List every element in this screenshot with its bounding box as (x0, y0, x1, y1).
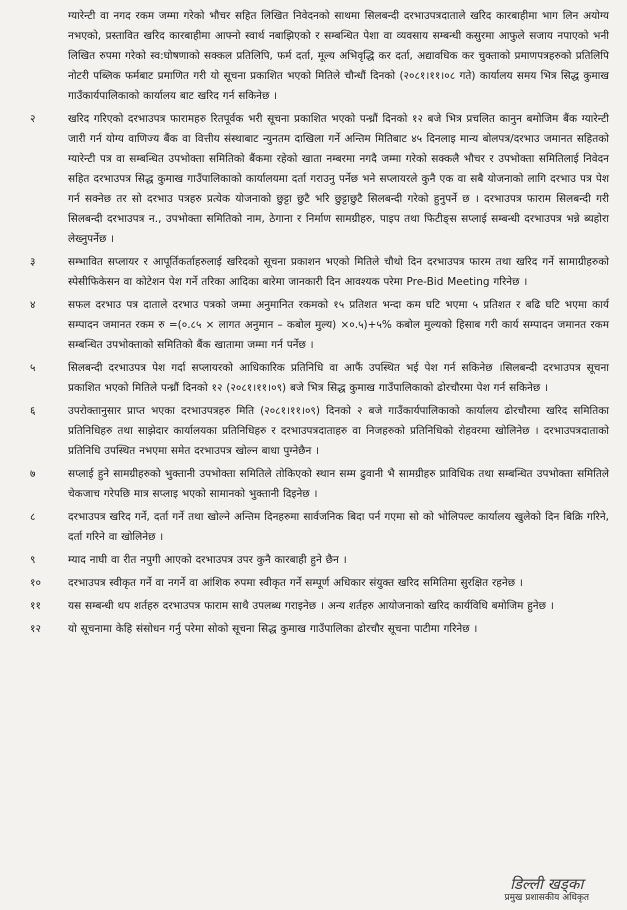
notice-item-6 (30, 401, 609, 461)
paragraph-text: सप्लाई हुने सामग्रीहरुको भुक्तानी उपभोक्ता समितिले तोकिएको स्थान सम्म ढुवानी भै सामग्रीहरु प्राविधिक तथा सम्बन्धित उपभोक्ता समितिले चेकजाच गरेपछि मात्र सप्लाइ भएको सामानको भुक्तानी दिइनेछ । (68, 468, 609, 500)
item-number: ३ (30, 256, 36, 268)
item-number: २ (30, 113, 36, 125)
notice-paragraph-continuation (30, 6, 609, 106)
notice-item-10 (30, 573, 609, 593)
item-number: ५ (30, 362, 36, 374)
signature-block (505, 876, 590, 904)
item-number: ९ (30, 554, 36, 566)
notice-item-7 (30, 464, 609, 504)
notice-item-11 (30, 596, 609, 616)
notice-item-2 (30, 109, 609, 249)
notice-item-9 (30, 550, 609, 570)
notice-item-12 (30, 619, 609, 639)
item-number: १० (30, 577, 41, 589)
notice-item-4 (30, 295, 609, 355)
item-number: १२ (30, 623, 41, 635)
item-number: ४ (30, 299, 36, 311)
paragraph-text: दरभाउपत्र खरिद गर्ने, दर्ता गर्ने तथा खोल्ने अन्तिम दिनहरुमा सार्वजनिक बिदा पर्न गएमा सो को भोलिपल्ट कार्यालय खुलेको दिन बिक्रि गरिने, दर्ता गरिने वा खोलिनेछ । (68, 511, 609, 543)
notice-item-8 (30, 507, 609, 547)
paragraph-text: यस सम्बन्धी थप शर्तहरु दरभाउपत्र फाराम साथै उपलब्ध गराइनेछ । अन्य शर्तहरु आयोजनाको खरिद कार्यविधि बमोजिम हुनेछ । (68, 600, 554, 612)
paragraph-text: उपरोक्तानुसार प्राप्त भएका दरभाउपत्रहरु मिति (२०८१।११।०९) दिनको २ बजे गाउँकार्यपालिकाको कार्यालय ढोरचौरमा खरिद समितिका प्रतिनिधिहरु तथा साझेदार कार्यालयका प्रतिनिधिहरु र दरभाउपत्रदाताहरु वा निजहरुको प्रतिनिधिको रोहवरमा खोलिनेछ । दरभाउपत्रदाताको प्रतिनिधि उपस्थित नभएमा समेत दरभाउपत्र खोल्न बाधा पुग्नेछैन । (68, 405, 609, 457)
item-number: ८ (30, 511, 36, 523)
signature-name: डिल्ली खड्का (510, 875, 584, 893)
item-number: ११ (30, 600, 41, 612)
signature-designation: प्रमुख प्रशासकीय अधिकृत (504, 893, 589, 903)
item-number: ६ (30, 405, 36, 417)
paragraph-text: म्याद नाघी वा रीत नपुगी आएको दरभाउपत्र उपर कुनै कारबाही हुने छैन । (68, 554, 347, 566)
paragraph-text: सम्भावित सप्लायर र आपूर्तिकर्ताहरुलाई खरिदको सूचना प्रकाशन भएको मितिले चौथो दिन दरभाउपत्र फारम तथा खरिद गर्ने सामाग्रीहरुको स्पेसीफिकेसन वा कोटेशन पेश गर्ने तरिका आदिका बारेमा जानकारी दिन आवश्यक परेमा Pre-Bid Meeting गरिनेछ । (68, 256, 609, 288)
paragraph-text: खरिद गरिएको दरभाउपत्र फारामहरु रितपूर्वक भरी सूचना प्रकाशित भएको पन्ध्रौं दिनको १२ बजे भित्र प्रचलित कानुन बमोजिम बैंक ग्यारेन्टी जारी गर्न योग्य वाणिज्य बैंक वा वित्तीय संस्थाबाट न्युनतम दाखिला गर्ने अन्तिम मितिबाट ४५ दिनलाइ मान्य बोलपत्र/दरभाउ जमानत सहितको ग्यारेन्टी पत्र वा सम्बन्धित उपभोक्ता समितिको बैंकमा रहेको खाता नम्बरमा नगदै जम्मा गरेको सक्कलै भौचर र उपभोक्ता समितिलाई निवेदन सहित दरभाउपत्र सिद्ध कुमाख गाउँपालिकाको कार्यालयमा दर्ता गराउनु पर्नेछ भने सप्लायरले कुनै एक वा सबै योजनाको लागि दरभाउ पत्र पेश गर्न सक्नेछ तर सो दरभाउ पत्रहरु प्रत्येक योजनाको छुट्टा छुटै भरि छुट्टाछुटै सिलबन्दी गरेको हुनुपर्ने छ । दरभाउपत्र फाराम सिलबन्दी गरी सिलबन्दी दरभाउपत्र न., उपभोक्ता समितिको नाम, ठेगाना र निर्माण सामग्रीहरु, पाइप तथा फिटीङ्स सप्लाई सम्बन्धी दरभाउपत्र भन्ने ब्यहोरा लेख्नुपर्नेछ । (68, 113, 609, 245)
item-number: ७ (30, 468, 36, 480)
paragraph-text: सिलबन्दी दरभाउपत्र पेश गर्दा सप्लायरको आधिकारिक प्रतिनिधि वा आफैं उपस्थित भई पेश गर्न सकिनेछ ।सिलबन्दी दरभाउपत्र सूचना प्रकाशित भएको मितिले पन्ध्रौं दिनको १२ (२०८१।११।०९) बजे भित्र सिद्ध कुमाख गाउँपालिकाको ढोरचौरमा पेश गर्न सकिनेछ । (68, 362, 609, 394)
notice-item-3 (30, 252, 609, 292)
notice-item-5 (30, 358, 609, 398)
paragraph-text: दरभाउपत्र स्वीकृत गर्ने वा नगर्ने वा आंशिक रुपमा स्वीकृत गर्ने सम्पूर्ण अधिकार संयुक्त खरिद समितिमा सुरक्षित रहनेछ । (68, 577, 523, 589)
paragraph-text: सफल दरभाउ पत्र दाताले दरभाउ पत्रको जम्मा अनुमानित रकमको १५ प्रतिशत भन्दा कम घटि भएमा ५ प्रतिशत र बढि घटि भएमा कार्य सम्पादन जमानत रकम रु =(०.८५ × लागत अनुमान – कबोल मुल्य) ×०.५)+५% कबोल मुल्यको हिसाब गरी कार्य सम्पादन जमानत रकम सम्बन्धित उपभोक्ताको समितिको बैंक खातामा जम्मा गर्न पर्नेछ । (68, 299, 609, 351)
paragraph-text: यो सूचनामा केहि संसोधन गर्नु परेमा सोको सूचना सिद्ध कुमाख गाउँपालिका ढोरचौर सूचना पाटीमा गरिनेछ । (68, 623, 478, 635)
paragraph-text: ग्यारेन्टी वा नगद रकम जम्मा गरेको भौचर सहित लिखित निवेदनको साथमा सिलबन्दी दरभाउपत्रदाताले खरिद कारबाहीमा भाग लिन अयोग्य नभएको, प्रस्तावित खरिद कारबाहीमा आफ्नो स्वार्थ नबाझिएको र सम्बन्धित पेशा वा व्यवसाय सम्बन्धी कसुरमा आफुले सजाय नपाएको भनी लिखित रुपमा गरेको स्व:घोषणाको सक्कल प्रतिलिपि, फर्म दर्ता, मूल्य अभिवृद्धि कर दर्ता, अद्यावधिक कर चुक्ताको प्रमाणपत्रहरुको प्रतिलिपि नोटरी पब्लिक फर्मबाट प्रमाणित गरी यो सूचना प्रकाशित भएको मितिले चौन्धौं दिनको (२०८१।११।०८ गते) कार्यालय समय भित्र सिद्ध कुमाख गाउँकार्यपालिकाको कार्यालय बाट खरिद गर्न सकिनेछ । (68, 10, 609, 102)
